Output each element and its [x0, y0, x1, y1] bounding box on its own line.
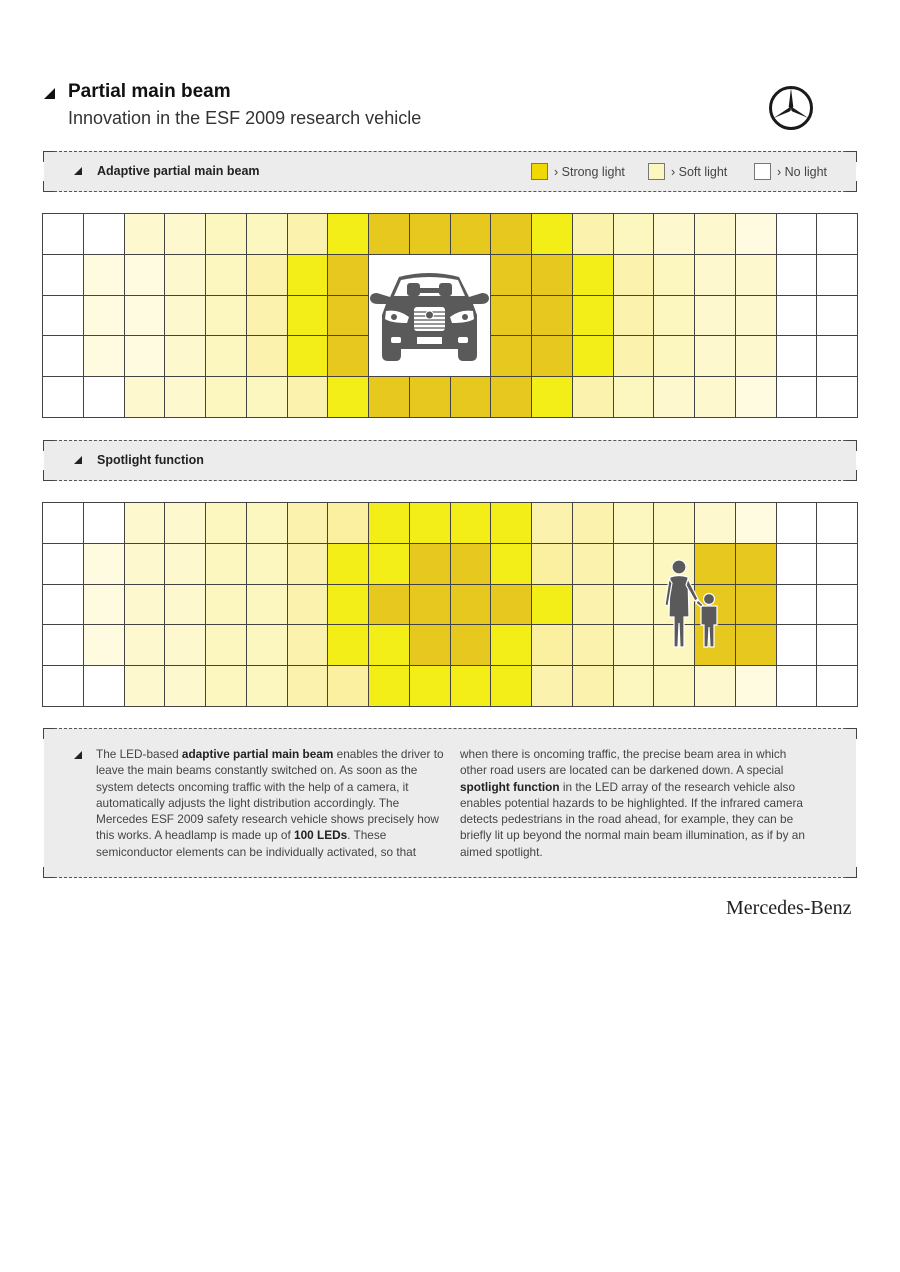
- led-cell: [490, 295, 532, 337]
- legend-label-soft: › Soft light: [671, 164, 728, 179]
- led-cell: [694, 213, 736, 255]
- led-cell: [490, 543, 532, 585]
- led-cell: [205, 295, 247, 337]
- led-cell: [653, 665, 695, 707]
- led-cell: [368, 213, 410, 255]
- led-cell: [83, 213, 125, 255]
- description-column-1: The LED-based adaptive partial main beam enables the driver to leave the main beams constantly switched on. As soon as the system detects oncoming traffic with the help of a camera, it automatically adjusts the light distribution accordingly. The Mercedes ESF 2009 safety research vehicle shows precisely how this works. A headlamp is made up of 100 LEDs. These semiconductor elements can be individually activated, so that: [96, 747, 444, 859]
- led-cell: [531, 665, 573, 707]
- led-cell: [42, 254, 84, 296]
- led-cell: [83, 543, 125, 585]
- led-cell: [327, 254, 369, 296]
- led-cell: [368, 624, 410, 666]
- section-arrow-icon: [74, 456, 82, 464]
- led-cell: [572, 584, 614, 626]
- led-cell: [816, 254, 858, 296]
- led-cell: [368, 665, 410, 707]
- led-cell: [205, 335, 247, 377]
- car-front-icon: [369, 255, 490, 376]
- led-cell: [409, 213, 451, 255]
- led-cell: [694, 254, 736, 296]
- led-cell: [450, 213, 492, 255]
- led-cell: [490, 376, 532, 418]
- legend-swatch-soft: [648, 163, 665, 180]
- led-cell: [653, 295, 695, 337]
- led-cell: [205, 665, 247, 707]
- led-cell: [246, 295, 288, 337]
- led-cell: [694, 295, 736, 337]
- led-cell: [572, 376, 614, 418]
- led-cell: [735, 543, 777, 585]
- led-cell: [776, 584, 818, 626]
- led-cell: [327, 543, 369, 585]
- led-cell: [164, 335, 206, 377]
- led-cell: [124, 376, 166, 418]
- led-cell: [816, 213, 858, 255]
- led-cell: [83, 665, 125, 707]
- section-bar-spotlight: [44, 440, 856, 481]
- led-cell: [124, 584, 166, 626]
- brand-wordmark: Mercedes-Benz: [726, 897, 852, 919]
- led-cell: [735, 295, 777, 337]
- section-label: Spotlight function: [97, 453, 204, 467]
- led-cell: [572, 335, 614, 377]
- led-cell: [816, 584, 858, 626]
- led-cell: [816, 376, 858, 418]
- led-cell: [490, 254, 532, 296]
- led-cell: [246, 502, 288, 544]
- led-cell: [776, 376, 818, 418]
- led-cell: [42, 335, 84, 377]
- led-cell: [83, 335, 125, 377]
- led-cell: [205, 502, 247, 544]
- led-cell: [776, 502, 818, 544]
- section-arrow-icon: [74, 751, 82, 759]
- led-cell: [246, 254, 288, 296]
- led-cell: [124, 502, 166, 544]
- led-cell: [613, 335, 655, 377]
- section-bar-adaptive: [44, 151, 856, 192]
- led-cell: [368, 584, 410, 626]
- led-cell: [246, 376, 288, 418]
- led-cell: [83, 502, 125, 544]
- led-cell: [572, 213, 614, 255]
- led-cell: [409, 376, 451, 418]
- car-cutout: [369, 255, 490, 376]
- led-cell: [776, 543, 818, 585]
- led-cell: [735, 502, 777, 544]
- led-cell: [42, 376, 84, 418]
- led-cell: [205, 213, 247, 255]
- led-cell: [816, 295, 858, 337]
- led-cell: [83, 584, 125, 626]
- led-cell: [735, 254, 777, 296]
- led-cell: [694, 502, 736, 544]
- led-cell: [246, 584, 288, 626]
- led-cell: [327, 213, 369, 255]
- title-arrow-icon: [44, 88, 55, 99]
- led-cell: [164, 543, 206, 585]
- led-cell: [572, 624, 614, 666]
- led-cell: [613, 543, 655, 585]
- led-cell: [450, 665, 492, 707]
- led-cell: [776, 213, 818, 255]
- led-cell: [124, 665, 166, 707]
- page-subtitle: Innovation in the ESF 2009 research vehicle: [68, 108, 422, 128]
- led-cell: [42, 502, 84, 544]
- legend-item-strong: [531, 163, 625, 180]
- led-cell: [287, 584, 329, 626]
- led-cell: [572, 254, 614, 296]
- led-cell: [287, 376, 329, 418]
- led-cell: [613, 254, 655, 296]
- pedestrians-cutout: [654, 543, 736, 666]
- led-cell: [450, 376, 492, 418]
- led-cell: [287, 665, 329, 707]
- page-title: Partial main beam: [68, 81, 231, 102]
- led-cell: [164, 624, 206, 666]
- led-cell: [42, 624, 84, 666]
- led-cell: [653, 335, 695, 377]
- led-cell: [164, 254, 206, 296]
- led-cell: [42, 295, 84, 337]
- led-cell: [164, 584, 206, 626]
- led-cell: [83, 254, 125, 296]
- led-cell: [327, 584, 369, 626]
- led-cell: [409, 624, 451, 666]
- led-cell: [776, 335, 818, 377]
- led-cell: [613, 584, 655, 626]
- led-cell: [246, 624, 288, 666]
- led-cell: [42, 665, 84, 707]
- led-cell: [531, 624, 573, 666]
- led-cell: [531, 254, 573, 296]
- legend-item-soft: [648, 163, 727, 180]
- led-cell: [124, 295, 166, 337]
- led-cell: [572, 665, 614, 707]
- led-cell: [368, 502, 410, 544]
- led-cell: [531, 335, 573, 377]
- led-cell: [694, 335, 736, 377]
- led-cell: [531, 502, 573, 544]
- led-cell: [490, 335, 532, 377]
- led-cell: [776, 295, 818, 337]
- led-cell: [368, 543, 410, 585]
- description-column-2: when there is oncoming traffic, the precise beam area in which other road users are located can be darkened down. A special spotlight function in the LED array of the research vehicle also enables potential hazards to be highlighted. If the infrared camera detects pedestrians in the road ahead, for example, they can be briefly lit up beyond the normal main beam illumination, as if by an aimed spotlight.: [460, 747, 805, 859]
- led-cell: [613, 295, 655, 337]
- led-cell: [164, 502, 206, 544]
- section-label: Adaptive partial main beam: [97, 164, 260, 178]
- led-cell: [287, 543, 329, 585]
- led-cell: [735, 213, 777, 255]
- led-cell: [653, 502, 695, 544]
- led-cell: [124, 254, 166, 296]
- legend-swatch-strong: [531, 163, 548, 180]
- led-cell: [735, 335, 777, 377]
- led-cell: [246, 665, 288, 707]
- led-cell: [42, 543, 84, 585]
- led-cell: [816, 543, 858, 585]
- led-cell: [572, 295, 614, 337]
- led-cell: [124, 624, 166, 666]
- led-cell: [490, 624, 532, 666]
- led-cell: [653, 254, 695, 296]
- led-cell: [327, 295, 369, 337]
- legend-label-strong: › Strong light: [554, 164, 625, 179]
- mercedes-star-icon: [768, 85, 814, 131]
- led-cell: [246, 213, 288, 255]
- led-cell: [490, 502, 532, 544]
- led-cell: [776, 624, 818, 666]
- led-cell: [83, 295, 125, 337]
- led-cell: [409, 502, 451, 544]
- led-cell: [287, 213, 329, 255]
- led-cell: [164, 213, 206, 255]
- led-cell: [205, 254, 247, 296]
- led-cell: [694, 665, 736, 707]
- led-cell: [572, 543, 614, 585]
- led-cell: [816, 665, 858, 707]
- led-cell: [490, 584, 532, 626]
- led-cell: [409, 665, 451, 707]
- led-cell: [205, 584, 247, 626]
- led-cell: [613, 624, 655, 666]
- led-cell: [205, 376, 247, 418]
- led-cell: [653, 376, 695, 418]
- led-cell: [164, 665, 206, 707]
- led-cell: [164, 376, 206, 418]
- led-cell: [368, 376, 410, 418]
- led-cell: [735, 665, 777, 707]
- led-cell: [816, 624, 858, 666]
- pedestrians-icon: [654, 543, 736, 666]
- led-cell: [205, 543, 247, 585]
- led-cell: [409, 543, 451, 585]
- led-cell: [613, 665, 655, 707]
- legend-swatch-none: [754, 163, 771, 180]
- led-cell: [246, 335, 288, 377]
- led-cell: [327, 665, 369, 707]
- led-cell: [531, 584, 573, 626]
- led-cell: [246, 543, 288, 585]
- led-cell: [287, 254, 329, 296]
- legend-label-none: › No light: [777, 164, 828, 179]
- led-cell: [327, 502, 369, 544]
- led-cell: [205, 624, 247, 666]
- led-cell: [613, 213, 655, 255]
- led-cell: [694, 376, 736, 418]
- led-cell: [450, 543, 492, 585]
- section-arrow-icon: [74, 167, 82, 175]
- led-cell: [327, 335, 369, 377]
- led-cell: [490, 213, 532, 255]
- led-cell: [735, 376, 777, 418]
- led-cell: [653, 213, 695, 255]
- led-cell: [287, 295, 329, 337]
- led-cell: [531, 213, 573, 255]
- led-cell: [613, 376, 655, 418]
- led-cell: [450, 624, 492, 666]
- led-cell: [531, 295, 573, 337]
- led-cell: [164, 295, 206, 337]
- led-cell: [735, 584, 777, 626]
- led-cell: [613, 502, 655, 544]
- led-cell: [83, 624, 125, 666]
- led-cell: [490, 665, 532, 707]
- led-cell: [83, 376, 125, 418]
- led-cell: [450, 584, 492, 626]
- led-cell: [531, 543, 573, 585]
- led-cell: [327, 624, 369, 666]
- led-cell: [327, 376, 369, 418]
- led-cell: [409, 584, 451, 626]
- led-cell: [42, 213, 84, 255]
- led-cell: [531, 376, 573, 418]
- led-cell: [124, 543, 166, 585]
- led-cell: [450, 502, 492, 544]
- led-cell: [287, 624, 329, 666]
- led-cell: [124, 335, 166, 377]
- led-cell: [572, 502, 614, 544]
- led-cell: [42, 584, 84, 626]
- led-cell: [735, 624, 777, 666]
- legend-item-none: [754, 163, 827, 180]
- led-cell: [816, 335, 858, 377]
- led-cell: [776, 254, 818, 296]
- led-cell: [776, 665, 818, 707]
- led-cell: [124, 213, 166, 255]
- led-cell: [816, 502, 858, 544]
- led-cell: [287, 335, 329, 377]
- led-cell: [287, 502, 329, 544]
